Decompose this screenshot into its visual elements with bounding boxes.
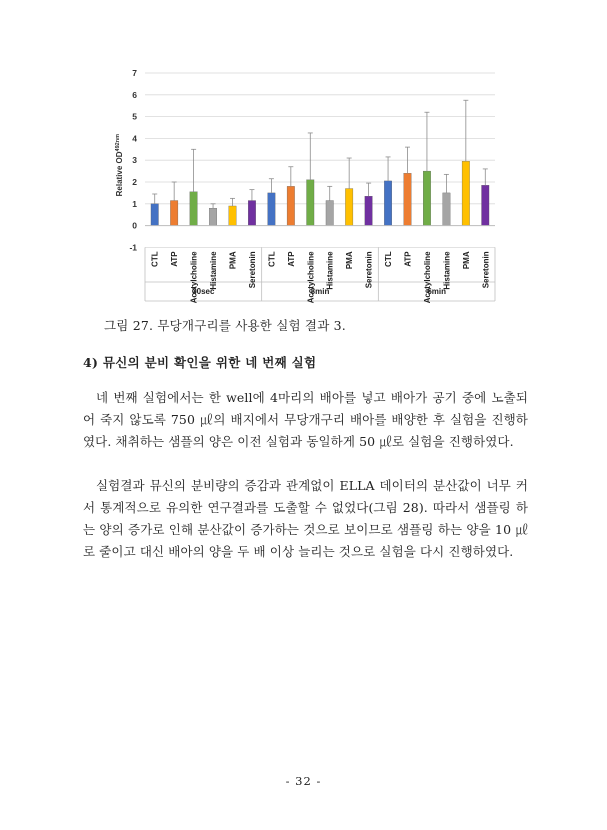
group-label: 3min bbox=[310, 287, 330, 296]
figure-caption: 그림 27. 무당개구리를 사용한 실험 결과 3. bbox=[104, 318, 346, 333]
x-tick-label: ATP bbox=[403, 251, 413, 267]
group-label: 6min bbox=[427, 287, 447, 296]
y-tick-label: 1 bbox=[132, 198, 137, 209]
bar bbox=[229, 206, 237, 226]
body-paragraph-1: 네 번째 실험에서는 한 well에 4마리의 배아를 넣고 배아가 공기 중에 노출되어 죽지 않도록 750 ㎕의 배지에서 무당개구리 배아를 배양한 후 실험을 진행하였다. 채취하는 샘플의 양은 이전 실험과 동일하게 50 ㎕로 실험을 진행하였다. bbox=[83, 390, 528, 449]
y-tick-label: 7 bbox=[132, 68, 137, 78]
x-tick-label: PMA bbox=[345, 251, 355, 270]
bar bbox=[482, 185, 490, 225]
y-tick-label: 2 bbox=[132, 177, 137, 187]
y-tick-label: 6 bbox=[132, 89, 137, 100]
bar bbox=[345, 189, 353, 226]
bar-chart bbox=[100, 58, 510, 313]
x-tick-label: Acetylcholine bbox=[189, 251, 199, 304]
y-tick-label: 0 bbox=[132, 220, 137, 231]
x-tick-label: Acetylcholine bbox=[422, 251, 432, 304]
x-tick-label: Seretonin bbox=[364, 251, 374, 289]
x-tick-label: Histamine bbox=[209, 251, 219, 290]
y-tick-label: 3 bbox=[132, 155, 137, 166]
y-tick-label: 5 bbox=[132, 111, 137, 122]
bar bbox=[307, 180, 315, 226]
x-tick-label: PMA bbox=[228, 251, 238, 270]
bar bbox=[151, 204, 159, 226]
x-tick-label: Histamine bbox=[442, 251, 452, 290]
x-tick-label: ATP bbox=[286, 251, 296, 267]
bar bbox=[248, 201, 256, 226]
bar bbox=[209, 208, 217, 225]
bar bbox=[287, 186, 295, 225]
bar bbox=[268, 193, 276, 226]
bar bbox=[443, 193, 451, 226]
x-tick-label: PMA bbox=[461, 251, 471, 270]
bar bbox=[423, 171, 431, 226]
y-tick-label: 4 bbox=[132, 133, 137, 144]
bar bbox=[190, 192, 198, 226]
bar bbox=[404, 173, 412, 225]
x-tick-label: ATP bbox=[170, 251, 180, 267]
x-tick-label: CTL bbox=[267, 251, 277, 267]
bar bbox=[384, 181, 392, 226]
x-tick-label: CTL bbox=[384, 251, 394, 267]
bar bbox=[170, 201, 178, 226]
body-paragraph-2: 실험결과 뮤신의 분비량의 증감과 관계없이 ELLA 데이터의 분산값이 너무 커서 통계적으로 유의한 연구결과를 도출할 수 없었다(그림 28). 따라서 샘플링 하는 양의 증가로 인해 분산값이 증가하는 것으로 보이므로 샘플링 하는 양을 10 ㎕로 줄이고 대신 배아의 양을 두 배 이상 늘리는 것으로 실험을 다시 진행하였다. bbox=[83, 478, 528, 559]
bar bbox=[326, 201, 334, 226]
bar bbox=[365, 196, 373, 225]
x-tick-label: Acetylcholine bbox=[306, 251, 316, 304]
x-tick-label: Seretonin bbox=[481, 251, 491, 289]
x-tick-label: Seretonin bbox=[247, 251, 257, 289]
y-tick-label: -1 bbox=[129, 242, 137, 253]
y-axis-label: Relative $OD^{492nm}$ bbox=[115, 134, 124, 197]
group-label: 30sec bbox=[192, 287, 215, 296]
bar bbox=[462, 161, 470, 225]
page-number: - 32 - bbox=[285, 774, 322, 788]
x-tick-label: Histamine bbox=[325, 251, 335, 290]
section-heading: 4) 뮤신의 분비 확인을 위한 네 번째 실험 bbox=[83, 355, 317, 370]
x-tick-label: CTL bbox=[150, 251, 160, 267]
